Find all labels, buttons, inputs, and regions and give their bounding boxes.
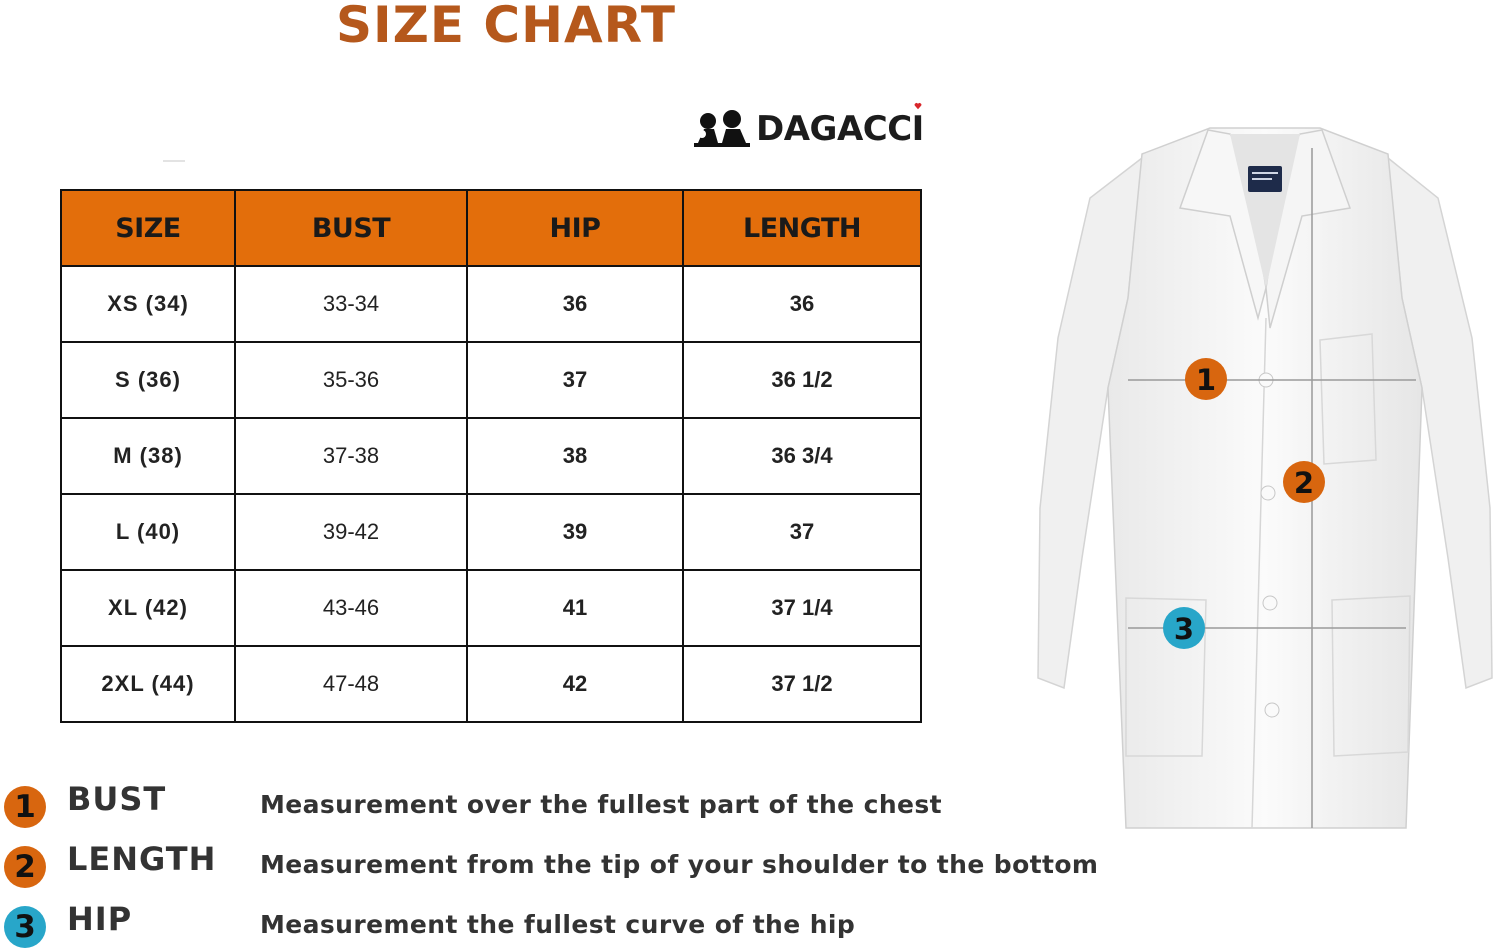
cell-size: S (36): [61, 342, 235, 418]
marker-1-icon: [1185, 358, 1227, 400]
cell-hip: 36: [467, 266, 683, 342]
cell-hip: 39: [467, 494, 683, 570]
cell-size: XL (42): [61, 570, 235, 646]
legend-description: Measurement from the tip of your shoulder to the bottom: [260, 850, 1099, 879]
table-row: [61, 494, 921, 570]
page-title: SIZE CHART: [336, 0, 677, 54]
lab-coat-image: [1030, 88, 1500, 838]
cell-bust: 47-48: [235, 646, 467, 722]
cell-length: 37 1/4: [683, 570, 921, 646]
legend-term: HIP: [67, 900, 133, 938]
cell-hip: 41: [467, 570, 683, 646]
legend-term: LENGTH: [67, 840, 217, 878]
cell-size: 2XL (44): [61, 646, 235, 722]
table-row: [61, 342, 921, 418]
number-3-icon: 3: [4, 906, 46, 948]
brand-logo: [692, 104, 924, 154]
legend-item-length: [0, 840, 1099, 890]
table-row: [61, 418, 921, 494]
cell-bust: 39-42: [235, 494, 467, 570]
cell-bust: 37-38: [235, 418, 467, 494]
marker-1-label: 1: [1195, 363, 1217, 397]
table-row: [61, 646, 921, 722]
number-2-icon: 2: [4, 846, 46, 888]
legend-description: Measurement the fullest curve of the hip: [260, 910, 856, 939]
cell-length: 37 1/2: [683, 646, 921, 722]
cell-bust: 43-46: [235, 570, 467, 646]
heart-icon: [914, 102, 922, 110]
cell-hip: 37: [467, 342, 683, 418]
legend-description: Measurement over the fullest part of the chest: [260, 790, 943, 819]
header-hip: HIP: [467, 190, 683, 266]
header-size: SIZE: [61, 190, 235, 266]
cell-hip: 42: [467, 646, 683, 722]
cell-bust: 35-36: [235, 342, 467, 418]
cell-length: 37: [683, 494, 921, 570]
legend-item-bust: [0, 780, 1080, 830]
cell-size: L (40): [61, 494, 235, 570]
table-row: [61, 570, 921, 646]
cell-bust: 33-34: [235, 266, 467, 342]
cell-hip: 38: [467, 418, 683, 494]
cell-size: XS (34): [61, 266, 235, 342]
size-table: [60, 189, 922, 723]
marker-3-icon: [1163, 607, 1205, 649]
cell-length: 36 1/2: [683, 342, 921, 418]
couple-logo-icon: [692, 107, 754, 151]
header-bust: BUST: [235, 190, 467, 266]
header-length: LENGTH: [683, 190, 921, 266]
divider: [163, 160, 185, 162]
table-row: [61, 266, 921, 342]
cell-length: 36: [683, 266, 921, 342]
legend-item-hip: [0, 900, 1080, 950]
cell-size: M (38): [61, 418, 235, 494]
marker-2-label: 2: [1293, 466, 1315, 500]
marker-3-label: 3: [1173, 612, 1195, 646]
legend-term: BUST: [67, 780, 167, 818]
number-1-icon: 1: [4, 786, 46, 828]
marker-2-icon: [1283, 461, 1325, 503]
brand-name: DAGACCI: [756, 109, 924, 149]
cell-length: 36 3/4: [683, 418, 921, 494]
table-header-row: [61, 190, 921, 266]
